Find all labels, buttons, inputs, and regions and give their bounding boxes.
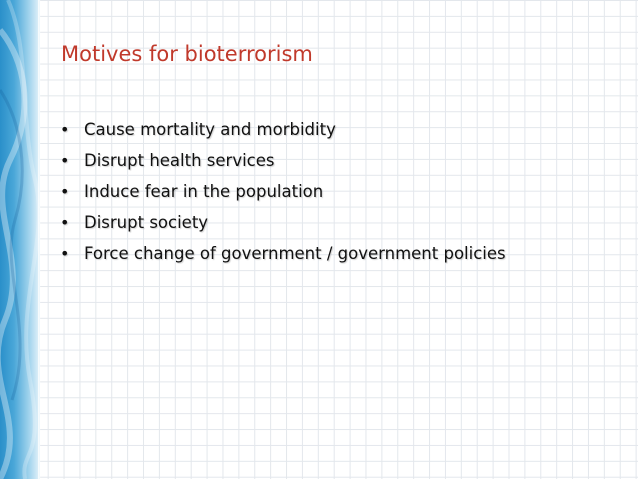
slide-title: Motives for bioterrorism bbox=[61, 42, 313, 66]
bullet-icon: • bbox=[60, 120, 70, 139]
bullet-text: Disrupt society bbox=[84, 213, 209, 232]
side-band-edge bbox=[38, 0, 41, 479]
swirl-decoration bbox=[0, 0, 40, 479]
bullet-icon: • bbox=[60, 213, 70, 232]
list-item bbox=[60, 207, 506, 238]
bullet-text: Disrupt health services bbox=[84, 151, 275, 170]
bullet-icon: • bbox=[60, 182, 70, 201]
bullet-text: Cause mortality and morbidity bbox=[84, 120, 336, 139]
bullet-text: Induce fear in the population bbox=[84, 182, 324, 201]
bullet-list bbox=[60, 114, 506, 269]
bullet-icon: • bbox=[60, 244, 70, 263]
bullet-text: Force change of government / government policies bbox=[84, 244, 506, 263]
decorative-side-band bbox=[0, 0, 40, 479]
list-item bbox=[60, 114, 506, 145]
bullet-icon: • bbox=[60, 151, 70, 170]
list-item bbox=[60, 176, 506, 207]
list-item bbox=[60, 238, 506, 269]
list-item bbox=[60, 145, 506, 176]
